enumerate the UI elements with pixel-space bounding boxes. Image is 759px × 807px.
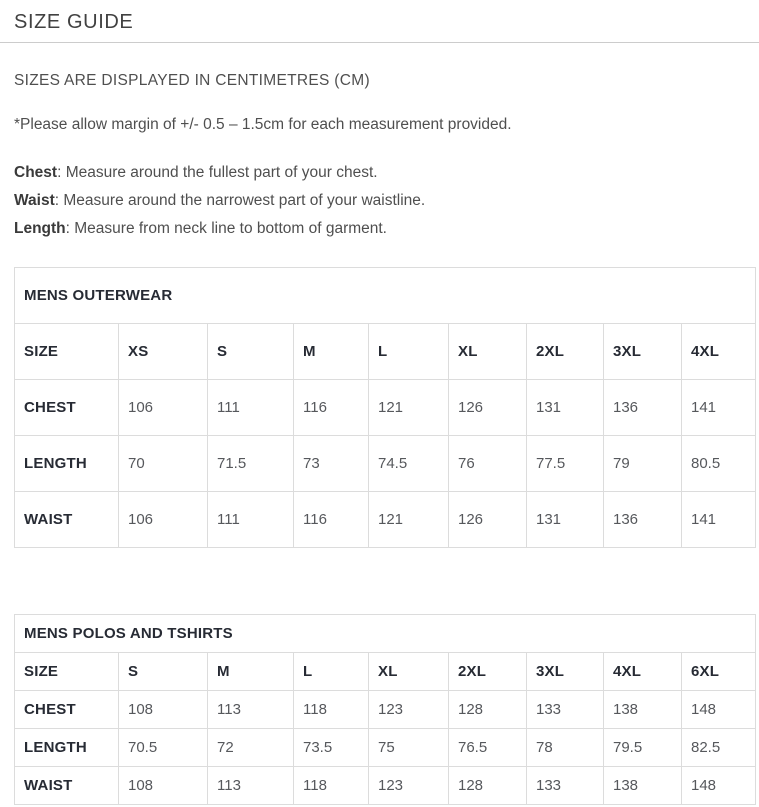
measurement-value: 79 <box>604 436 682 492</box>
measurement-value: 74.5 <box>369 436 449 492</box>
measurement-row <box>15 729 756 767</box>
size-column-header: 4XL <box>604 653 682 691</box>
measurement-value: 118 <box>294 691 369 729</box>
length-instruction-text: : Measure from neck line to bottom of garment. <box>65 220 387 237</box>
length-instruction-label: Length <box>14 220 66 237</box>
size-column-header: 2XL <box>527 324 604 380</box>
measurement-row <box>15 767 756 805</box>
size-column-label: SIZE <box>15 653 119 691</box>
size-column-header: M <box>208 653 294 691</box>
size-column-header: XL <box>449 324 527 380</box>
measurement-row <box>15 380 756 436</box>
measurement-value: 141 <box>682 380 756 436</box>
table-title-row <box>15 615 756 653</box>
measurement-row-label: LENGTH <box>15 729 119 767</box>
measurement-value: 80.5 <box>682 436 756 492</box>
measurement-row-label: CHEST <box>15 380 119 436</box>
size-column-header: XS <box>119 324 208 380</box>
mens-polos-tshirts-table <box>14 614 756 805</box>
size-column-label: SIZE <box>15 324 119 380</box>
measurement-instructions <box>14 133 756 243</box>
measurement-value: 148 <box>682 691 756 729</box>
measurement-value: 126 <box>449 492 527 548</box>
measurement-value: 106 <box>119 380 208 436</box>
measurement-value: 108 <box>119 767 208 805</box>
size-column-header: 3XL <box>604 324 682 380</box>
measurement-value: 148 <box>682 767 756 805</box>
measurement-value: 113 <box>208 767 294 805</box>
chest-instruction-label: Chest <box>14 164 58 181</box>
waist-instruction-text: : Measure around the narrowest part of your waistline. <box>54 192 426 209</box>
measurement-value: 116 <box>294 492 369 548</box>
measurement-row <box>15 492 756 548</box>
measurement-value: 118 <box>294 767 369 805</box>
size-header-row <box>15 324 756 380</box>
table-title-row <box>15 268 756 324</box>
length-instruction <box>14 215 756 243</box>
waist-instruction-label: Waist <box>14 192 55 209</box>
measurement-row-label: LENGTH <box>15 436 119 492</box>
size-column-header: M <box>294 324 369 380</box>
measurement-value: 136 <box>604 380 682 436</box>
measurement-value: 131 <box>527 492 604 548</box>
measurement-value: 72 <box>208 729 294 767</box>
size-header-row <box>15 653 756 691</box>
measurement-value: 126 <box>449 380 527 436</box>
measurement-row-label: WAIST <box>15 492 119 548</box>
measurement-value: 128 <box>449 691 527 729</box>
measurement-value: 123 <box>369 767 449 805</box>
measurement-value: 73 <box>294 436 369 492</box>
measurement-value: 78 <box>527 729 604 767</box>
tolerance-note: *Please allow margin of +/- 0.5 – 1.5cm for each measurement provided. <box>14 116 512 133</box>
measurement-value: 133 <box>527 767 604 805</box>
measurement-value: 121 <box>369 492 449 548</box>
size-column-header: L <box>369 324 449 380</box>
size-column-header: L <box>294 653 369 691</box>
measurement-value: 71.5 <box>208 436 294 492</box>
measurement-value: 128 <box>449 767 527 805</box>
measurement-value: 116 <box>294 380 369 436</box>
measurement-value: 121 <box>369 380 449 436</box>
waist-instruction <box>14 187 756 215</box>
size-column-header: S <box>119 653 208 691</box>
units-note: SIZES ARE DISPLAYED IN CENTIMETRES (CM) <box>14 72 370 89</box>
size-column-header: XL <box>369 653 449 691</box>
measurement-value: 111 <box>208 380 294 436</box>
table-title: MENS POLOS AND TSHIRTS <box>15 615 756 653</box>
size-column-header: 6XL <box>682 653 756 691</box>
chest-instruction <box>14 159 756 187</box>
measurement-value: 70 <box>119 436 208 492</box>
measurement-value: 106 <box>119 492 208 548</box>
measurement-value: 136 <box>604 492 682 548</box>
measurement-row-label: CHEST <box>15 691 119 729</box>
measurement-value: 70.5 <box>119 729 208 767</box>
measurement-value: 141 <box>682 492 756 548</box>
measurement-value: 133 <box>527 691 604 729</box>
measurement-value: 138 <box>604 767 682 805</box>
table-title: MENS OUTERWEAR <box>15 268 756 324</box>
measurement-value: 76.5 <box>449 729 527 767</box>
measurement-row <box>15 691 756 729</box>
size-column-header: 4XL <box>682 324 756 380</box>
measurement-value: 113 <box>208 691 294 729</box>
chest-instruction-text: : Measure around the fullest part of your chest. <box>57 164 378 181</box>
mens-outerwear-table <box>14 267 756 548</box>
size-column-header: 3XL <box>527 653 604 691</box>
size-column-header: S <box>208 324 294 380</box>
measurement-value: 108 <box>119 691 208 729</box>
page-title: SIZE GUIDE <box>14 11 134 33</box>
measurement-value: 111 <box>208 492 294 548</box>
measurement-value: 138 <box>604 691 682 729</box>
measurement-value: 75 <box>369 729 449 767</box>
size-guide-content <box>0 43 759 805</box>
measurement-value: 123 <box>369 691 449 729</box>
measurement-value: 79.5 <box>604 729 682 767</box>
measurement-value: 76 <box>449 436 527 492</box>
measurement-value: 82.5 <box>682 729 756 767</box>
measurement-value: 73.5 <box>294 729 369 767</box>
measurement-row <box>15 436 756 492</box>
measurement-value: 77.5 <box>527 436 604 492</box>
measurement-value: 131 <box>527 380 604 436</box>
measurement-row-label: WAIST <box>15 767 119 805</box>
size-column-header: 2XL <box>449 653 527 691</box>
